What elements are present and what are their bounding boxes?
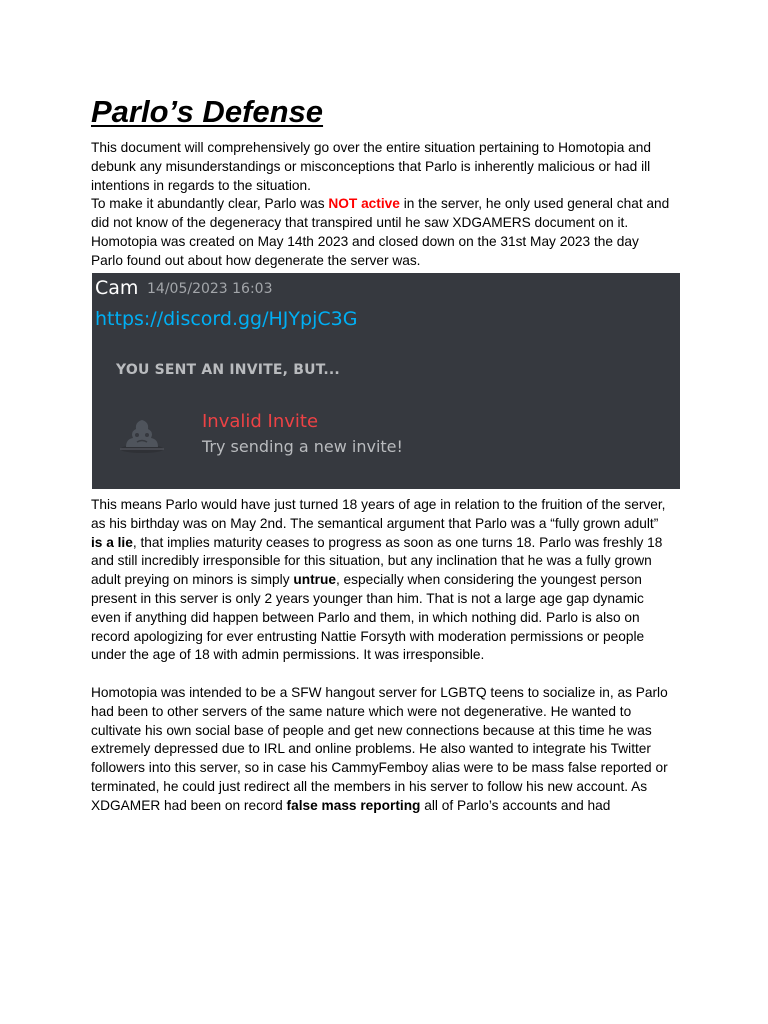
text-line: This document will comprehensively go over the entire situation pertaining to Homotopia and [91,140,651,155]
intro-paragraph [91,139,681,271]
discord-timestamp: 14/05/2023 16:03 [147,281,273,297]
discord-invite-link[interactable]: https://discord.gg/HJYpjC3G [95,308,358,330]
text-segment: XDGAMER had been on record [91,797,287,813]
document-body [91,496,681,816]
invalid-invite-icon [116,405,168,457]
text-line: had been to other servers of the same nature which were not degenerative. He wanted to [91,703,632,719]
paragraph-spacer [91,665,681,684]
text-segment: all of Parlo’s accounts and had [420,797,611,813]
text-line [91,534,681,553]
emphasis-is-a-lie: is a lie [91,534,133,550]
text-line: record apologizing for ever entrusting Nattie Forsyth with moderation permissions or people [91,628,645,644]
emphasis-not-active: NOT active [328,196,400,212]
text-line: This means Parlo would have just turned 18 years of age in relation to the fruition of the server, [91,497,666,512]
text-line: present in this server is only 2 years younger than him. That is not a large age gap dynamic [91,590,644,606]
text-line: terminated, he could just redirect all the members in his server to follow his new account. As [91,778,648,794]
document-top [91,92,681,271]
text-line: even if anything did happen between Parlo and them, in which nothing did. Parlo is also on [91,609,640,625]
invalid-invite-subtitle: Try sending a new invite! [202,437,403,456]
text-line: Homotopia was intended to be a SFW hangout server for LGBTQ teens to socialize in, as Parlo [91,684,668,700]
text-line: cultivate his own social base of people and get new connections because at this time he was [91,722,652,738]
text-line: did not know of the degeneracy that transpired until he saw XDGAMERS document on it. [91,215,629,231]
text-line [91,195,681,214]
text-line: extremely depressed due to IRL and online problems. He also wanted to integrate his Twitter [91,741,651,757]
text-line [91,797,681,816]
text-line: as his birthday was on May 2nd. The semantical argument that Parlo was a “fully grown adult” [91,515,659,531]
text-segment: , that implies maturity ceases to progress as soon as one turns 18. Parlo was freshly 18 [132,534,663,550]
invalid-invite-title: Invalid Invite [202,411,319,432]
text-segment: To make it abundantly clear, Parlo was [91,196,329,212]
text-segment: adult preying on minors is simply [91,572,294,588]
text-line: under the age of 18 with admin permissions. It was irresponsible. [91,647,485,663]
invite-header: YOU SENT AN INVITE, BUT... [116,362,340,378]
text-line: Homotopia was created on May 14th 2023 and closed down on the 31st May 2023 the day [91,233,639,249]
document-title: Parlo’s Defense [91,94,324,129]
text-line: and still incredibly irresponsible for this situation, but any inclination that he was a fully grown [91,553,652,569]
text-segment: , especially when considering the youngest person [335,572,642,588]
discord-screenshot [92,273,680,489]
discord-username: Cam [95,277,139,299]
text-line: followers into this server, so in case his CammyFemboy alias were to be mass false reported or [91,760,668,776]
age-paragraph [91,496,681,665]
text-segment: in the server, he only used general chat and [399,196,670,212]
emphasis-false-mass-reporting: false mass reporting [286,797,421,813]
emphasis-untrue: untrue [293,572,336,588]
text-line [91,571,681,590]
text-line: debunk any misunderstandings or misconceptions that Parlo is inherently malicious or had ill [91,158,651,174]
text-line: Parlo found out about how degenerate the server was. [91,252,421,268]
text-line: intentions in regards to the situation. [91,177,311,193]
purpose-paragraph [91,684,681,816]
